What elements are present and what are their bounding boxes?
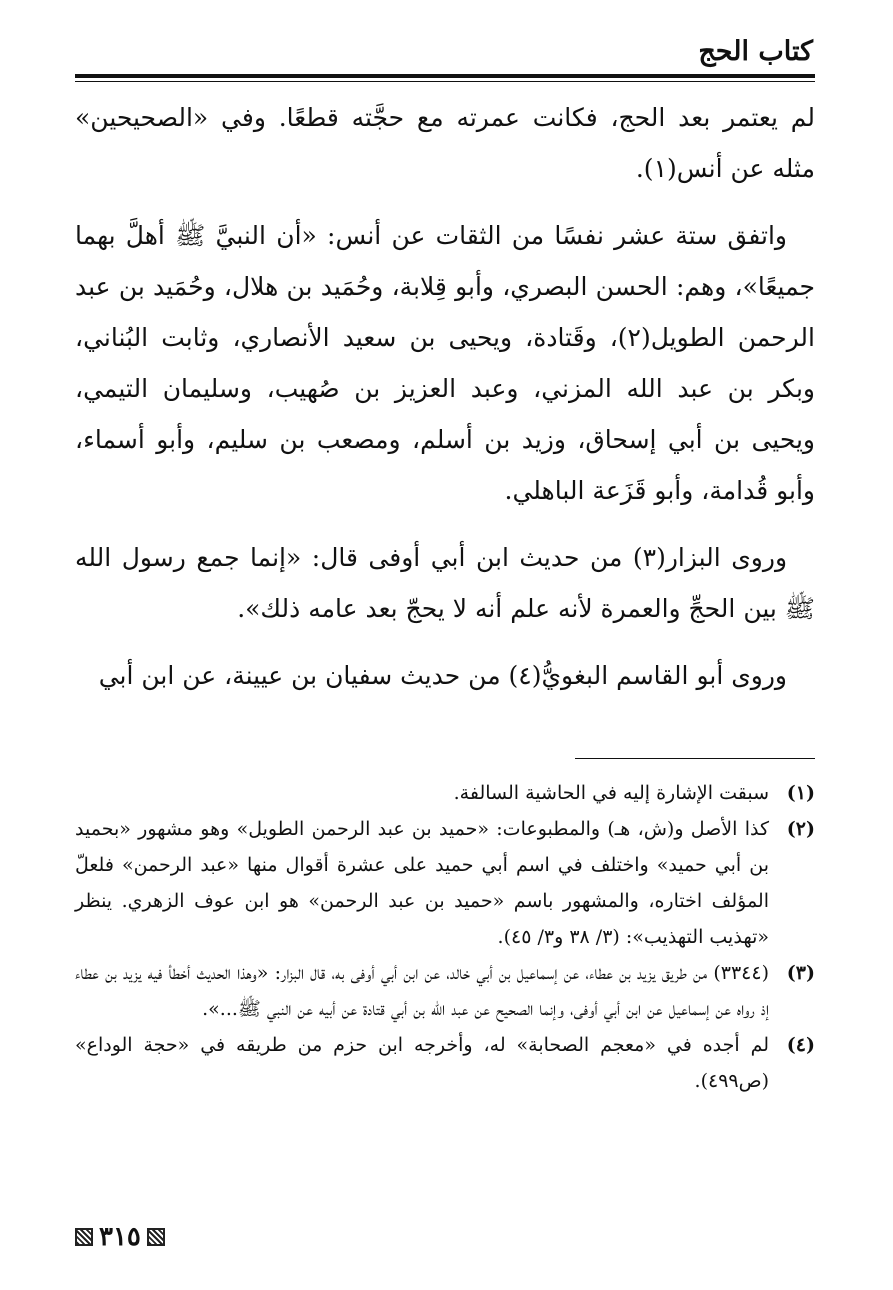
book-page: [75, 0, 815, 1290]
page-number-block: [75, 1222, 165, 1252]
footnote: [75, 1027, 815, 1099]
ornament-icon: [147, 1228, 165, 1246]
footnote-separator: [575, 758, 815, 759]
paragraph: وروى البزار(٣) من حديث ابن أبي أوفى قال: «إنما جمع رسول الله ﷺ بين الحجِّ والعمرة لأنه علم أنه لا يحجّ بعد عامه ذلك».: [75, 543, 815, 623]
ornament-icon: [75, 1228, 93, 1246]
footnote-text: سبقت الإشارة إليه في الحاشية السالفة.: [453, 782, 769, 804]
footnote: [75, 811, 815, 955]
footnote-text: كذا الأصل و(ش، هـ) والمطبوعات: «حميد بن عبد الرحمن الطويل» وهو مشهور «بحميد بن أبي حميد» واختلف في اسم أبي حميد على عشرة أقوال منها «عبد الرحمن» فلعلّ المؤلف اختاره، والمشهور باسم «حميد بن عبد الرحمن» هو ابن عوف الزهري. ينظر «تهذيب التهذيب»: (٣/ ٣٨ و٣/ ٤٥).: [75, 818, 769, 948]
footnote: [75, 955, 815, 1027]
footnote-number: (١): [786, 782, 815, 804]
chapter-title: كتاب الحج: [698, 36, 813, 67]
footnote-text: لم أجده في «معجم الصحابة» له، وأخرجه ابن حزم من طريقه في «حجة الوداع» (ص٤٩٩).: [75, 1034, 769, 1092]
paragraph: وروى أبو القاسم البغويُّ(٤) من حديث سفيان بن عيينة، عن ابن أبي: [98, 661, 787, 690]
footnote-number: (٣): [786, 962, 815, 984]
paragraph: واتفق ستة عشر نفسًا من الثقات عن أنس: «أن النبيَّ ﷺ أهلَّ بهما جميعًا»، وهم: الحسن البصري، وأبو قِلابة، وحُمَيد بن هلال، وحُمَيد بن عبد الرحمن الطويل(٢)، وقَتادة، ويحيى بن سعيد الأنصاري، وثابت البُناني، وبكر بن عبد الله المزني، وعبد العزيز بن صُهيب، وسليمان التيمي، ويحيى بن أبي إسحاق، وزيد بن أسلم، ومصعب بن سليم، وأبو أسماء، وأبو قُدامة، وأبو قَزَعة الباهلي.: [75, 221, 815, 505]
page-number: ٣١٥: [99, 1222, 141, 1252]
paragraph: لم يعتمر بعد الحج، فكانت عمرته مع حجَّته قطعًا. وفي «الصحيحين» مثله عن أنس(١).: [75, 103, 815, 183]
header-rule-thin: [75, 81, 815, 82]
main-text: [75, 92, 815, 717]
footnotes: [75, 775, 815, 1099]
footnote-text: (٣٣٤٤) من طريق يزيد بن عطاء، عن إسماعيل بن أبي خالد، عن ابن أبي أوفى به، قال البزار: «وهذا الحديث أخطأ فيه يزيد بن عطاء إذ رواه عن إسماعيل عن ابن أبي أوفى، وإنما الصحيح عن عبد الله بن أبي قتادة عن أبيه عن النبي ﷺ...».: [75, 962, 769, 1020]
header-rule-thick: [75, 74, 815, 78]
footnote-number: (٢): [786, 818, 815, 840]
footnote-number: (٤): [786, 1034, 815, 1056]
footnote: [75, 775, 815, 811]
running-header: [75, 34, 815, 74]
